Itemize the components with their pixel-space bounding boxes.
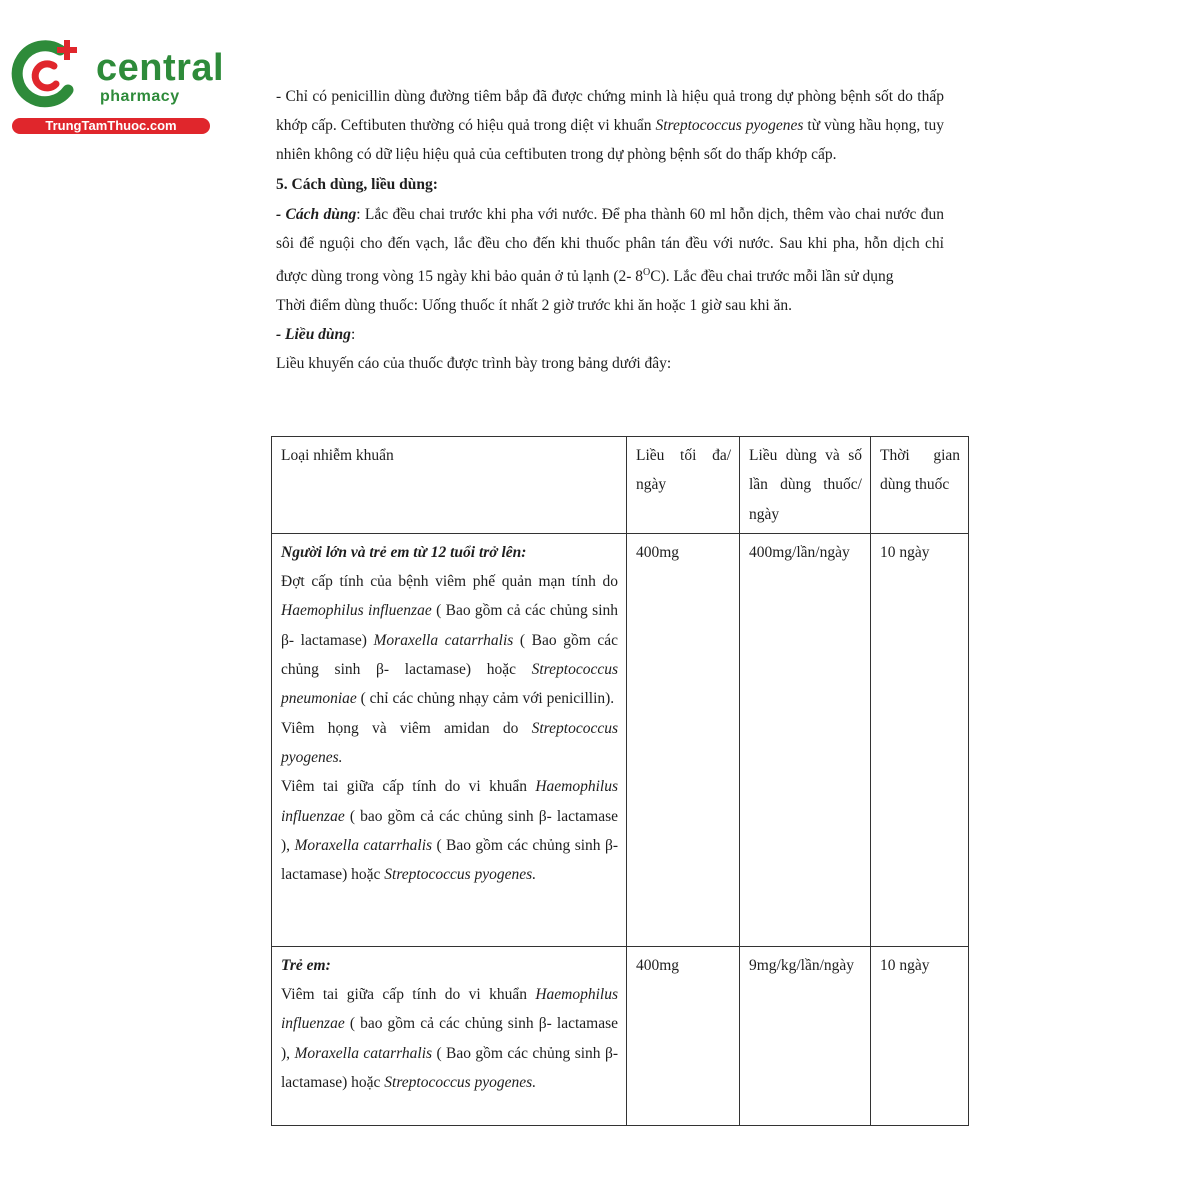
cell-text: ( Bao gồm các chủng sinh β- lactamase) hoặc xyxy=(281,1044,618,1092)
timing-paragraph: Thời điểm dùng thuốc: Uống thuốc ít nhất 2 giờ trước khi ăn hoặc 1 giờ sau khi ăn. xyxy=(276,297,793,314)
cell-text: Viêm họng và viêm amidan do xyxy=(281,719,532,737)
species-name: Haemophilus influenzae xyxy=(281,602,432,620)
central-pharmacy-logo-icon xyxy=(10,36,90,112)
header-text: đa/ xyxy=(712,447,731,464)
brand-name: central xyxy=(96,47,225,89)
species-name: Haemophilus influenzae xyxy=(281,778,618,825)
cell-text: Đợt cấp tính của bệnh viêm phế quản mạn tính do xyxy=(281,573,618,591)
group-label: Người lớn và trẻ em từ 12 tuổi trở lên: xyxy=(281,543,527,561)
indication-item xyxy=(281,714,618,773)
dosage-label-line xyxy=(276,320,944,349)
usage-label: - Cách dùng xyxy=(276,206,357,223)
paragraph-text: từ vùng hầu họng, tuy nhiên không có dữ liệu hiệu quả của ceftibuten trong dự phòng bệnh sốt do thấp khớp cấp. xyxy=(276,117,944,163)
species-name: Haemophilus influenzae xyxy=(281,986,618,1033)
table-row xyxy=(272,533,969,946)
header-dose-times: Liều dùng và số lần dùng thuốc/ ngày xyxy=(740,437,871,534)
species-name: Streptococcus pyogenes. xyxy=(281,719,618,766)
cell-text: ( Bao gồm các chủng sinh β- lactamase) hoặc xyxy=(281,631,619,679)
species-name: Streptococcus pneumoniae xyxy=(281,661,618,708)
paragraph-text: C). Lắc đều chai trước mỗi lần sử dụng xyxy=(650,268,894,285)
child-duration: 10 ngày xyxy=(871,946,969,1125)
cell-text: ( Bao gồm các chủng sinh β- lactamase) hoặc xyxy=(281,836,618,884)
cell-text: ( chỉ các chủng nhạy cảm với penicillin). xyxy=(356,690,615,708)
rheumatic-fever-paragraph xyxy=(276,82,944,169)
species-name: Moraxella catarrhalis xyxy=(294,836,433,854)
brand-logo[interactable] xyxy=(10,36,225,136)
header-text: Liều xyxy=(636,447,665,464)
dosage-label: - Liều dùng xyxy=(276,326,351,343)
adult-max-dose: 400mg xyxy=(627,533,740,946)
cell-text: ( bao gồm cả các chủng sinh β- lactamase ), xyxy=(281,807,618,854)
dosage-colon: : xyxy=(350,326,356,343)
adult-dose: 400mg/lần/ngày xyxy=(740,533,871,946)
header-max-dose xyxy=(627,437,740,534)
adult-duration: 10 ngày xyxy=(871,533,969,946)
indication-item xyxy=(281,772,618,889)
species-name: Moraxella catarrhalis xyxy=(294,1044,433,1062)
table-intro: Liều khuyến cáo của thuốc được trình bày trong bảng dưới đây: xyxy=(276,355,672,372)
degree-superscript: O xyxy=(643,267,651,278)
header-text: Thời xyxy=(880,447,910,464)
child-infection-cell xyxy=(272,946,627,1125)
cell-text: Viêm tai giữa cấp tính do vi khuẩn xyxy=(281,986,536,1004)
child-max-dose: 400mg xyxy=(627,946,740,1125)
species-name: Moraxella catarrhalis xyxy=(373,631,514,649)
adult-infection-cell xyxy=(272,533,627,946)
header-text: gian xyxy=(933,447,960,464)
section-heading: 5. Cách dùng, liều dùng: xyxy=(276,176,438,193)
paragraph-text: - Chỉ có penicillin dùng đường tiêm bắp đã được chứng minh là hiệu quả trong dự phòng bệnh sốt do thấp khớp cấp. Ceftibuten thường có hiệu quả trong diệt vi khuẩn xyxy=(276,88,944,134)
usage-paragraph xyxy=(276,200,944,291)
cell-text: ( bao gồm cả các chủng sinh β- lactamase ), xyxy=(281,1015,618,1062)
species-name: Streptococcus pyogenes xyxy=(655,117,804,134)
site-url-badge[interactable]: TrungTamThuoc.com xyxy=(12,118,210,134)
indication-item xyxy=(281,567,618,713)
document-body xyxy=(276,82,944,378)
paragraph-text: : Lắc đều chai trước khi pha với nước. Để pha thành 60 ml hỗn dịch, thêm vào chai nước đun sôi để nguội cho đến vạch, lắc đều cho đến khi thuốc phân tán đều với nước. Sau khi pha, hỗn dịch chỉ được dùng trong vòng 15 ngày khi bảo quản ở tủ lạnh (2- 8 xyxy=(276,206,944,285)
table-row xyxy=(272,946,969,1125)
header-text: tối xyxy=(680,447,697,464)
header-text: ngày xyxy=(636,476,667,494)
cell-text: ( Bao gồm cả các chủng sinh β- lactamase) xyxy=(281,602,618,649)
header-infection: Loại nhiễm khuẩn xyxy=(272,437,627,534)
indication-item xyxy=(281,980,618,1097)
brand-subtitle: pharmacy xyxy=(100,88,180,105)
species-name: Streptococcus pyogenes. xyxy=(384,866,537,884)
dosage-table xyxy=(271,436,969,1126)
species-name: Streptococcus pyogenes. xyxy=(384,1074,537,1092)
group-label: Trẻ em: xyxy=(281,956,331,974)
cell-text: Viêm tai giữa cấp tính do vi khuẩn xyxy=(281,778,536,796)
header-text: dùng thuốc xyxy=(880,476,950,494)
child-dose: 9mg/kg/lần/ngày xyxy=(740,946,871,1125)
table-header-row xyxy=(272,437,969,534)
header-duration xyxy=(871,437,969,534)
